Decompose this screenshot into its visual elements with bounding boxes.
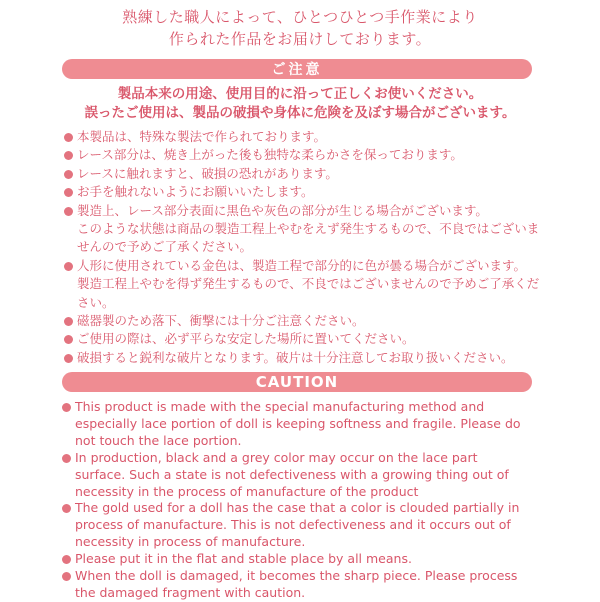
note-item	[64, 257, 544, 312]
note-line: the damaged fragment with caution.	[75, 584, 306, 600]
note-line: In production, black and a grey color may occur on the lace part	[75, 449, 478, 465]
note-line: ご使用の際は、必ず平らな安定した場所に置いてください。	[77, 331, 415, 347]
note-line: When the doll is damaged, it becomes the sharp piece. Please process	[75, 568, 518, 584]
note-item	[64, 165, 544, 183]
warning-line: 製品本来の用途、使用目的に沿って正しくお使いください。	[117, 86, 483, 102]
note-item	[62, 450, 542, 501]
note-line: This product is made with the special manufacturing method and	[75, 399, 485, 414]
bullet-dot-icon	[62, 555, 71, 564]
intro-text	[0, 6, 600, 50]
warning-line: 誤ったご使用は、製品の破損や身体に危険を及ぼす場合がございます。	[84, 105, 516, 121]
note-line: Please put it in the flat and stable place by all means.	[75, 551, 412, 567]
bullet-dot-icon	[62, 403, 71, 412]
note-item	[64, 146, 544, 164]
note-line: 破損すると鋭利な破片となります。破片は十分注意してお取り扱いください。	[77, 349, 514, 365]
caution-banner	[62, 372, 532, 392]
note-line: especially lace portion of doll is keeping softness and fragile. Please do	[75, 415, 521, 431]
note-line: せんので予めご了承ください。	[77, 239, 253, 255]
note-line: このような状態は商品の製造工程上やむをえず発生するもので、不良ではございま	[77, 221, 540, 237]
warning-text	[0, 85, 600, 123]
note-line: The gold used for a doll has the case that a color is clouded partially in	[75, 500, 520, 516]
japanese-notes-list	[64, 128, 544, 367]
note-line: process of manufacture. This is not defectiveness and it occurs out of	[75, 517, 511, 533]
note-line: surface. Such a state is not defectiveness with a growing thing out of	[75, 466, 509, 482]
bullet-dot-icon	[64, 170, 73, 179]
bullet-dot-icon	[64, 317, 73, 326]
bullet-dot-icon	[64, 354, 73, 363]
note-line: necessity in the process of manufacture of the product	[75, 483, 419, 499]
note-item	[62, 399, 542, 450]
bullet-dot-icon	[64, 151, 73, 160]
note-line: レースに触れますと、破損の恐れがあります。	[77, 165, 338, 181]
note-item	[64, 183, 544, 201]
note-line: 磁器製のため落下、衝撃には十分ご注意ください。	[77, 313, 365, 329]
note-item	[62, 551, 542, 568]
bullet-dot-icon	[64, 188, 73, 197]
intro-line: 熟練した職人によって、ひとつひとつ手作業により	[122, 8, 478, 26]
notice-banner-label: ご注意	[271, 62, 323, 78]
intro-line: 作られた作品をお届けしております。	[168, 30, 432, 48]
note-line: not touch the lace portion.	[75, 432, 242, 448]
bullet-dot-icon	[64, 207, 73, 216]
note-item	[64, 312, 544, 330]
note-item	[64, 349, 544, 367]
note-item	[64, 330, 544, 348]
notice-banner	[62, 59, 532, 79]
note-line: レース部分は、焼き上がった後も独特な柔らかさを保っております。	[77, 147, 463, 163]
note-line: さい。	[77, 294, 115, 310]
bullet-dot-icon	[64, 335, 73, 344]
caution-banner-label: CAUTION	[255, 373, 339, 391]
note-item	[62, 500, 542, 551]
note-item	[64, 128, 544, 146]
note-line: お手を触れないようにお願いいたします。	[77, 184, 314, 200]
note-item	[64, 202, 544, 257]
note-line: 製造上、レース部分表面に黒色や灰色の部分が生じる場合がございます。	[77, 202, 488, 218]
note-item	[62, 568, 542, 602]
note-line: 人形に使用されている金色は、製造工程で部分的に色が曇る場合がございます。	[77, 257, 527, 273]
bullet-dot-icon	[64, 133, 73, 142]
english-notes-list	[62, 399, 542, 602]
note-line: 製造工程上やむを得ず発生するもので、不良ではございませんので予めご了承くだ	[77, 276, 540, 292]
note-line: 本製品は、特殊な製法で作られております。	[77, 129, 327, 144]
bullet-dot-icon	[64, 262, 73, 271]
bullet-dot-icon	[62, 572, 71, 581]
bullet-dot-icon	[62, 504, 71, 513]
bullet-dot-icon	[62, 454, 71, 463]
note-line: necessity in process of manufacture.	[75, 534, 306, 550]
